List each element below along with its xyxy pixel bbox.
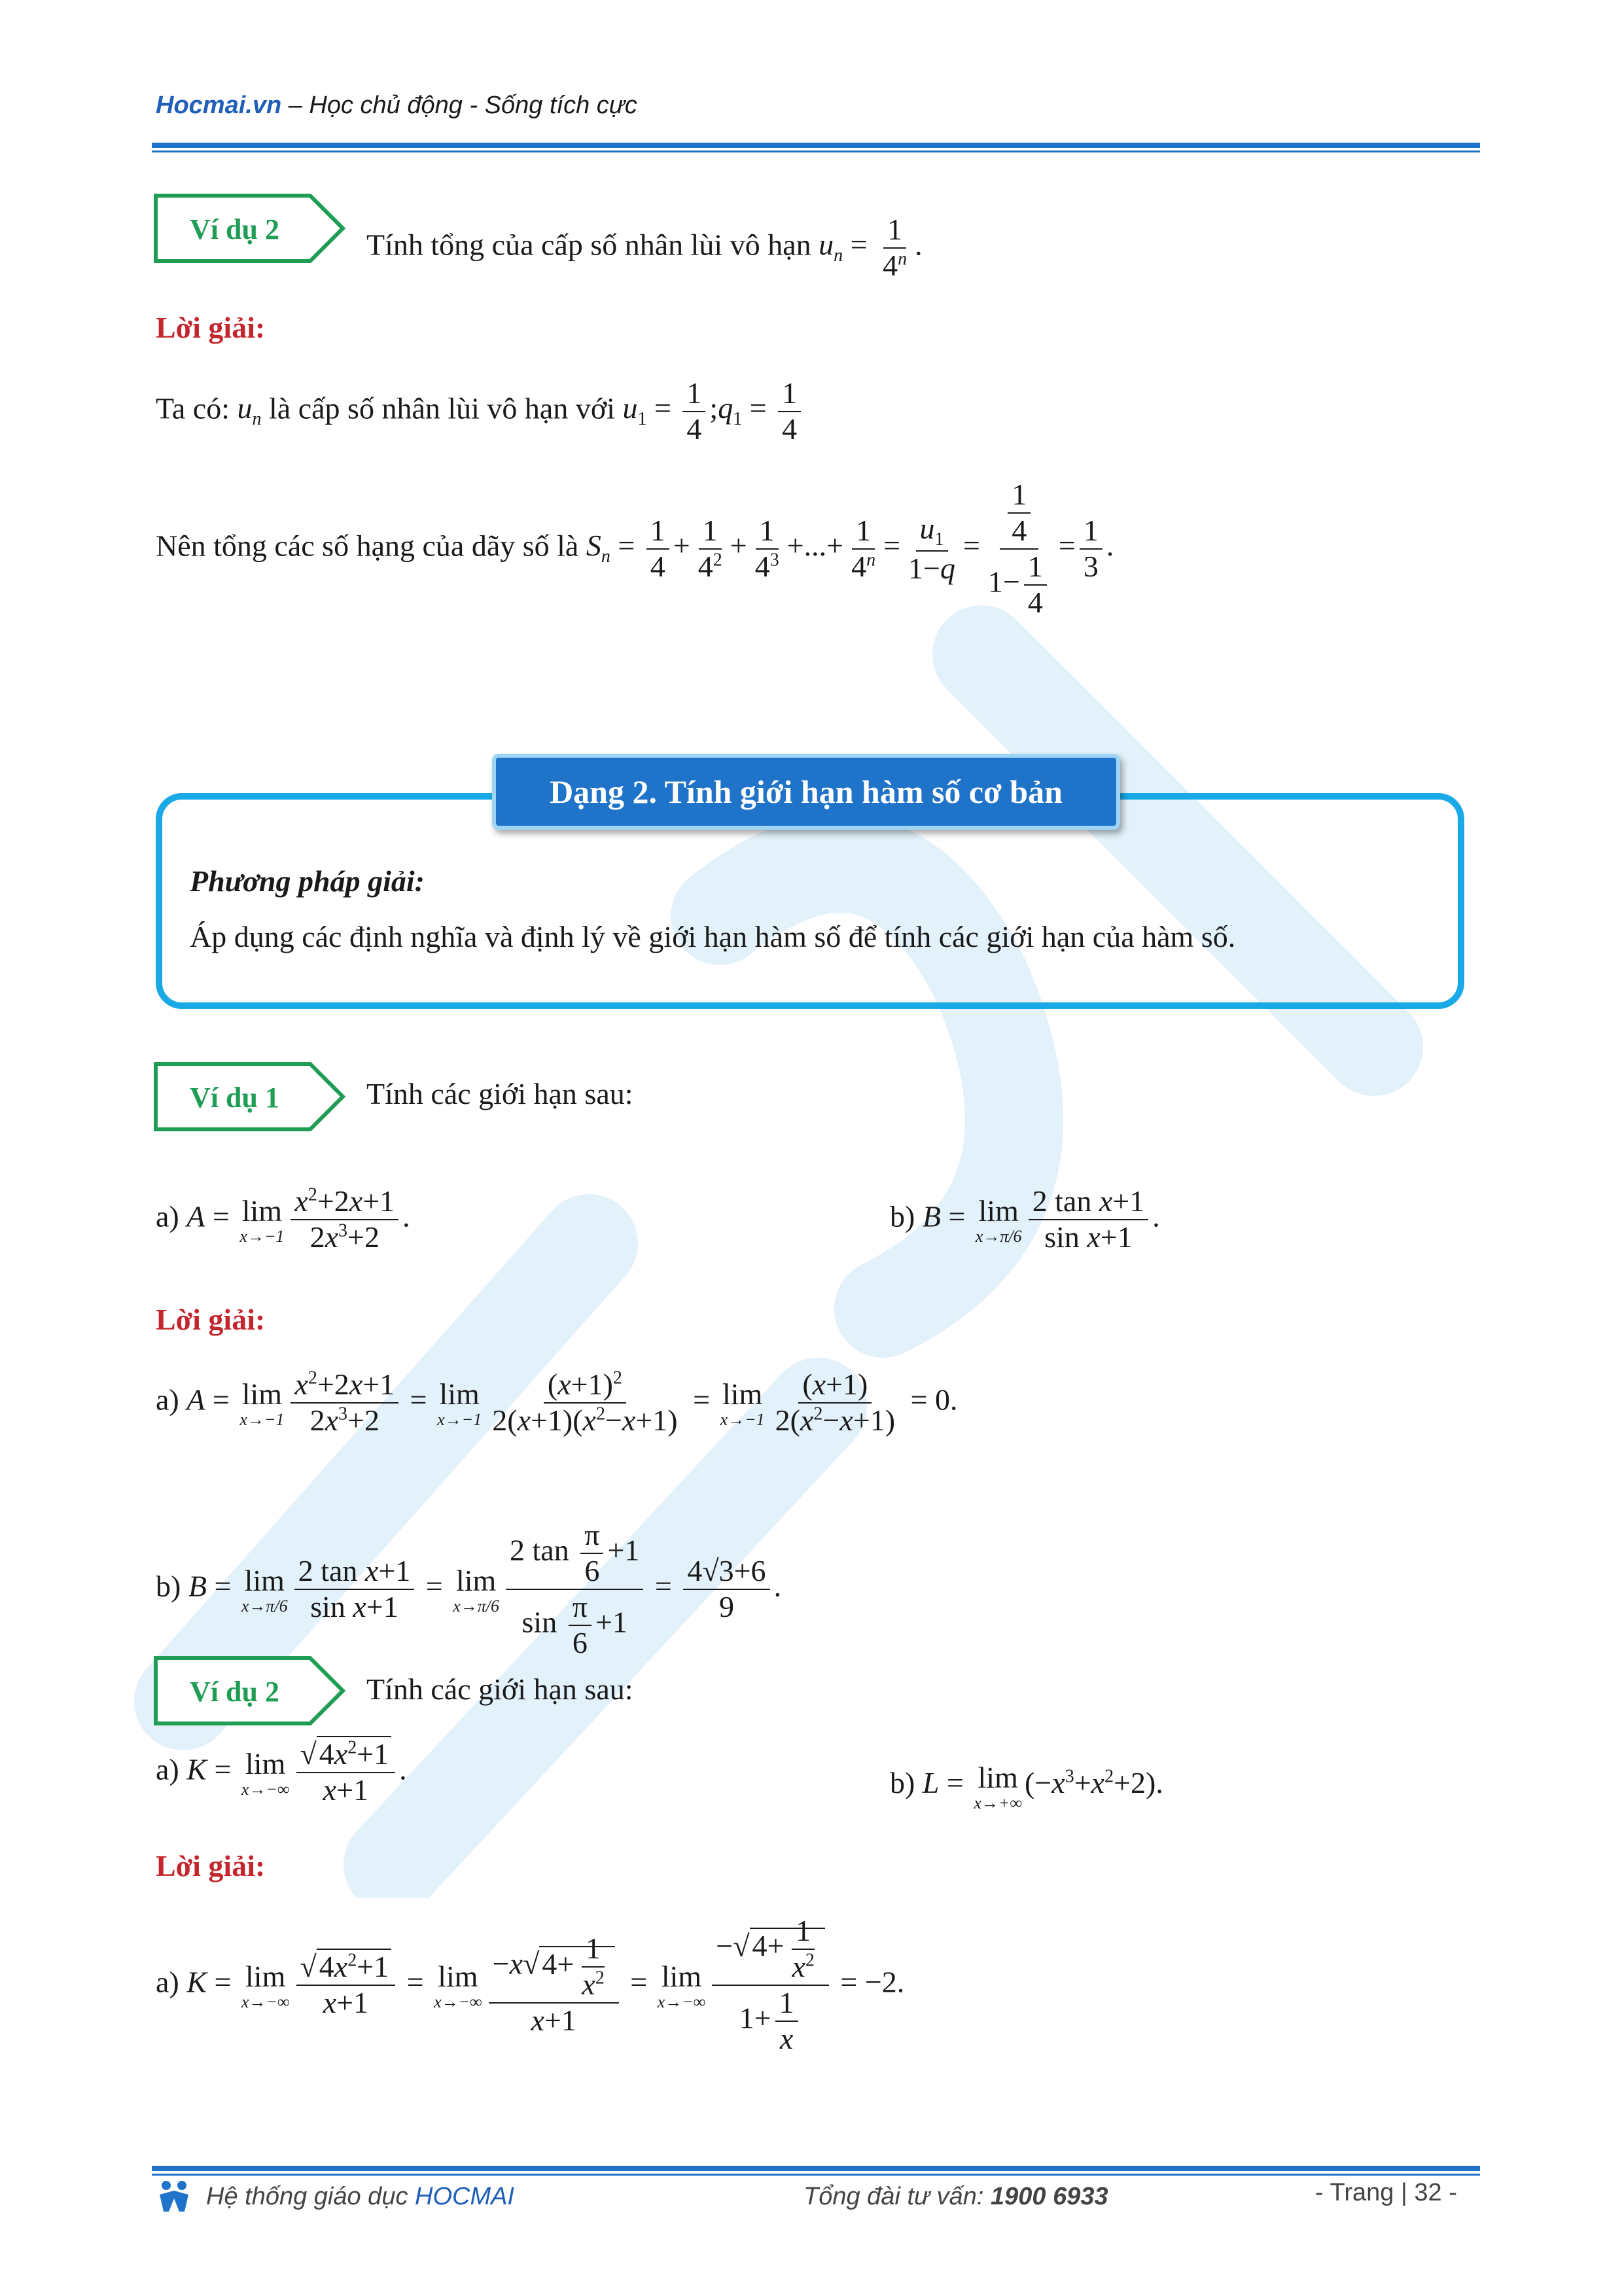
footer-rule [152,2166,1480,2171]
header-brand: Hocmai.vn [156,92,282,119]
sol-top-line1-prefix: Ta có: [156,391,230,425]
ex1-a: a) A = lim x→−1 $\frac{x^2+2x+1}{2x^3+2}$ . [156,1184,410,1254]
ex2-top-prompt-text: Tính tổng của cấp số nhân lùi vô hạn [366,228,811,262]
ex2-prompt: Tính các giới hạn sau: [366,1672,633,1706]
example-tag-1-text: Ví dụ 1 [190,1082,279,1114]
hocmai-logo-icon [154,2179,194,2216]
ex1-b: b) B = lim x→π/6 $\frac{\text{2 tan x+1}}{\text{sin x+1}}$ . [890,1184,1160,1254]
page-header [156,92,637,120]
footer-system-text: Hệ thống giáo dục [206,2183,415,2210]
footer-hotline-label: Tổng đài tư vấn: [803,2183,991,2210]
footer-hotline-number: 1900 6933 [991,2183,1108,2210]
example-tag-2-top-text: Ví dụ 2 [190,213,279,245]
sol-top-line1: Ta có: $u_n$ là cấp số nhân lùi vô hạn với $u_1$ = $\frac{1}{4}$ $;q_1$ = $\frac{1}{4}$ [156,376,805,447]
ex1-sol-b: b) B = lim x→π/6 $\frac{\text{2 tan x+1}}{\text{sin x+1}}$ = lim x→π/6 2 tan $\frac{\pi}{6}$ +1 sin $\frac{\pi}{6}$ +1 = $\frac{4√3+6}{9}$ . [156,1518,782,1659]
header-rule [152,143,1480,148]
sol-top-line2-prefix: Nên tổng các số hạng của dãy số là [156,529,579,563]
method-label: Phương pháp giải: [190,864,425,898]
solution-label-1: Lời giải: [156,311,266,344]
section-title: Dạng 2. Tính giới hạn hàm số cơ bản [492,754,1120,830]
header-tagline: – Học chủ động - Sống tích cực [281,92,637,119]
footer-system-brand: HOCMAI [415,2183,515,2210]
header-rule-thin [152,150,1480,152]
example-tag-2-top [153,193,349,264]
footer-system [206,2183,514,2211]
ex2-b: b) L = lim x→+∞ $(-x^3+x^2+2)$. [890,1761,1163,1812]
ex1-sol-a: a) A = lim x→−1 $\frac{x^2+2x+1}{2x^3+2}$ = lim x→−1 $\frac{(x+1)^2}{2(x+1)(x^2-x+1)}$ = lim x→−1 $\frac{(x+1)}{2(x^2-x+1)}$ = 0. [156,1368,958,1437]
example-tag-2 [153,1655,349,1726]
ex1-prompt: Tính các giới hạn sau: [366,1077,633,1110]
sol-top-line2: Nên tổng các số hạng của dãy số là $S_n$ = $\frac{1}{4}$ + $\frac{1}{4^2}$ + $\frac{1}{4^3}$ +...+ $\frac{1}{4^n}$ = $\frac{u_1}{1-q}$ = $\frac{1}{4}$ 1− $\frac{1}{4}$ = $\frac{1}{3}$ . [156,478,1114,619]
method-text: Áp dụng các định nghĩa và định lý về giới hạn hàm số để tính các giới hạn của hàm số. [190,920,1236,953]
ex2-a: a) K = lim x→−∞ $\frac{√4x^2+1}{x+1}$ . [156,1737,407,1807]
solution-label-3: Lời giải: [156,1849,266,1882]
solution-label-2: Lời giải: [156,1303,266,1336]
ex2-sol-a: a) K = lim x→−∞ $\frac{√4x^2+1}{x+1}$ = lim x→−∞ −x√4+ $\frac{1}{x^2}$ x+1 = lim x→−∞ −√4+ $\frac{1}{x^2}$ 1+ $\frac{1}{x}$ = −2. [156,1914,905,2055]
example-tag-1 [153,1061,349,1132]
example-tag-2-text: Ví dụ 2 [190,1676,279,1708]
ex2-top-period: . [915,228,923,262]
footer-rule-thin [152,2174,1480,2176]
sol-top-line1-mid: là cấp số nhân lùi vô hạn với [269,391,615,425]
page-number: - Trang | 32 - [1315,2179,1457,2206]
ex2-top-prompt: Tính tổng của cấp số nhân lùi vô hạn $u_n$ = $\frac{1}{4^n}$ . [366,213,923,282]
footer-hotline [803,2183,1108,2211]
